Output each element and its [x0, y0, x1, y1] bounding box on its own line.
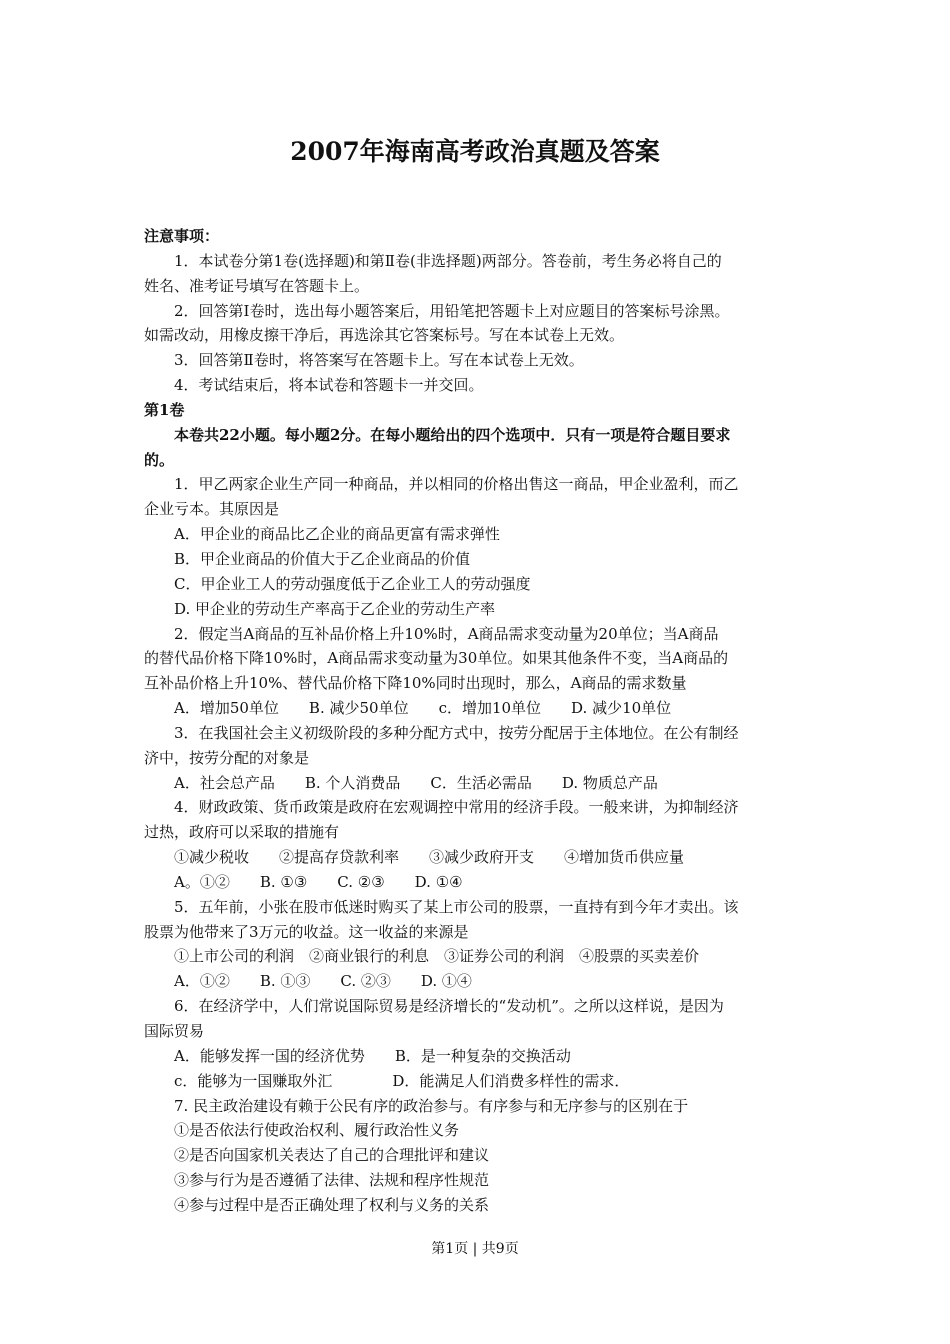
document-body: [144, 224, 809, 1218]
text-line: c．能够为一国赚取外汇 D．能满足人们消费多样性的需求．: [174, 1071, 630, 1090]
text-line: 1．甲乙两家企业生产同一种商品，并以相同的价格出售这一商品，甲企业盈利，而乙: [174, 475, 739, 494]
text-line: 的。: [144, 450, 175, 469]
text-line: 2．假定当A商品的互补品价格上升10%时，A商品需求变动量为20单位；当A商品: [174, 624, 719, 643]
text-line: 过热，政府可以采取的措施有: [144, 823, 340, 842]
text-line: A．甲企业的商品比乙企业的商品更富有需求弹性: [174, 525, 500, 544]
text-line: 的替代品价格下降10%时，A商品需求变动量为30单位。如果其他条件不变，当A商品的: [144, 649, 729, 668]
page-footer: 第1页 | 共9页: [431, 1241, 519, 1257]
text-line: 1．本试卷分第1卷(选择题)和第Ⅱ卷(非选择题)两部分。答卷前，考生务必将自己的: [174, 251, 722, 270]
text-line: 第1卷: [144, 400, 185, 419]
text-line: A。①② B. ①③ C. ②③ D. ①④: [174, 872, 463, 891]
page-title: 2007年海南高考政治真题及答案: [290, 137, 660, 166]
text-line: D. 甲企业的劳动生产率高于乙企业的劳动生产率: [174, 599, 496, 618]
text-line: 企业亏本。其原因是: [144, 500, 280, 519]
text-line: ①上市公司的利润 ②商业银行的利息 ③证券公司的利润 ④股票的买卖差价: [174, 947, 700, 966]
text-line: 济中，按劳分配的对象是: [144, 748, 310, 767]
text-line: 3．回答第Ⅱ卷时，将答案写在答题卡上。写在本试卷上无效。: [174, 351, 584, 370]
text-line: 4．财政政策、货币政策是政府在宏观调控中常用的经济手段。一般来讲，为抑制经济: [174, 798, 739, 817]
text-line: 7. 民主政治建设有赖于公民有序的政治参与。有序参与和无序参与的区别在于: [174, 1096, 689, 1115]
text-line: ①减少税收 ②提高存贷款利率 ③减少政府开支 ④增加货币供应量: [174, 848, 685, 867]
text-line: ①是否依法行使政治权利、履行政治性义务: [174, 1121, 460, 1140]
text-line: ②是否向国家机关表达了自己的合理批评和建议: [174, 1146, 490, 1165]
text-line: 4．考试结束后，将本试卷和答题卡一并交回。: [174, 376, 484, 395]
text-line: A．增加50单位 B. 减少50单位 c．增加10单位 D. 减少10单位: [174, 699, 672, 718]
text-line: 如需改动，用橡皮擦干净后，再选涂其它答案标号。写在本试卷上无效。: [144, 326, 625, 345]
text-line: ④参与过程中是否正确处理了权利与义务的关系: [174, 1195, 490, 1214]
text-line: C．甲企业工人的劳动强度低于乙企业工人的劳动强度: [174, 574, 531, 593]
text-line: A．①② B. ①③ C. ②③ D. ①④: [174, 972, 472, 991]
text-line: A．能够发挥一国的经济优势 B．是一种复杂的交换活动: [174, 1046, 571, 1065]
text-line: 3．在我国社会主义初级阶段的多种分配方式中，按劳分配居于主体地位。在公有制经: [174, 723, 739, 742]
text-line: 6．在经济学中，人们常说国际贸易是经济增长的“发动机”。之所以这样说，是因为: [174, 997, 724, 1016]
text-line: 2．回答第Ⅰ卷时，选出每小题答案后，用铅笔把答题卡上对应题目的答案标号涂黑。: [174, 301, 730, 320]
text-line: 姓名、准考证号填写在答题卡上。: [144, 276, 370, 295]
text-line: 国际贸易: [144, 1022, 205, 1040]
text-line: 注意事项：: [144, 227, 220, 245]
text-line: 股票为他带来了3万元的收益。这一收益的来源是: [144, 922, 469, 941]
text-line: 本卷共22小题。每小题2分。在每小题给出的四个选项中．只有一项是符合题目要求: [174, 425, 731, 444]
text-line: B．甲企业商品的价值大于乙企业商品的价值: [174, 549, 471, 568]
text-line: ③参与行为是否遵循了法律、法规和程序性规范: [174, 1171, 490, 1190]
text-line: A．社会总产品 B. 个人消费品 C．生活必需品 D. 物质总产品: [174, 773, 658, 792]
text-line: 互补品价格上升10%、替代品价格下降10%同时出现时，那么，A商品的需求数量: [144, 674, 687, 693]
text-line: 5．五年前，小张在股市低迷时购买了某上市公司的股票，一直持有到今年才卖出。该: [174, 897, 739, 916]
